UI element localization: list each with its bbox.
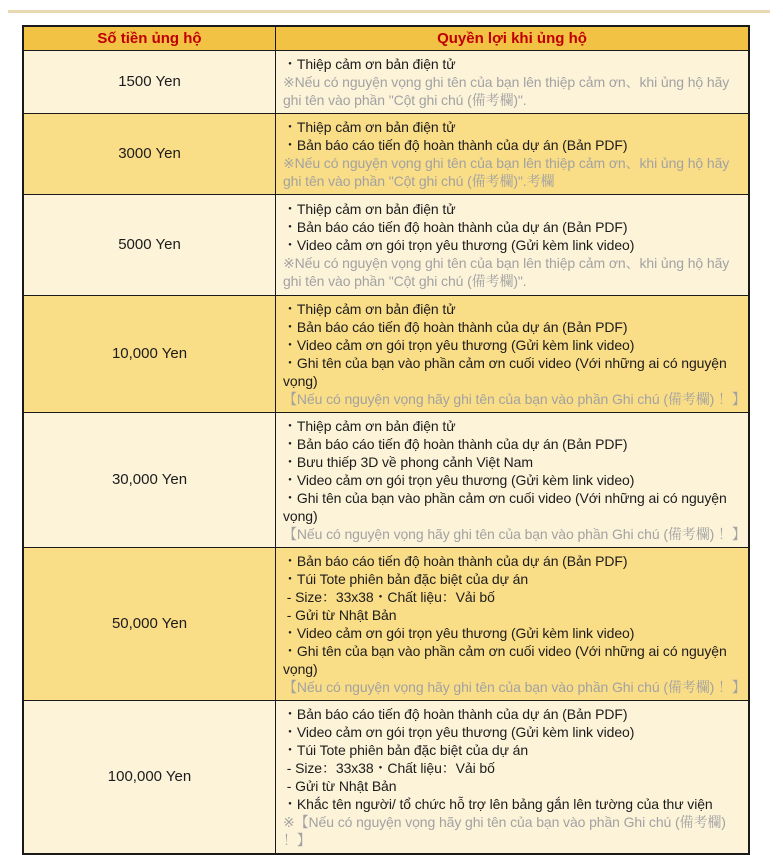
benefit-line: ・Thiệp cảm ơn bản điện tử [283,417,456,434]
donation-amount: 3000 Yen [23,113,276,194]
benefit-line: ・Bản báo cáo tiến độ hoàn thành của dự án (Bản PDF) [283,705,628,722]
note-line: 【Nếu có nguyện vọng hãy ghi tên của bạn vào phần Ghi chú (備考欄) ！】 [283,390,746,407]
benefit-line: - Gửi từ Nhật Bản [283,777,397,794]
benefit-line: - Size：33x38・Chất liệu：Vải bố [283,759,495,776]
benefit-line: ・Thiệp cảm ơn bản điện tử [283,55,456,72]
benefit-line: ・Túi Tote phiên bản đặc biệt của dự án [283,741,529,758]
top-divider [8,10,770,13]
benefit-line: ・Video cảm ơn gói trọn yêu thương (Gửi kèm link video) [283,723,635,740]
donation-amount: 10,000 Yen [23,295,276,412]
benefits-cell [276,194,750,295]
header-benefits: Quyền lợi khi ủng hộ [276,26,750,50]
benefit-line: ・Bản báo cáo tiến độ hoàn thành của dự án (Bản PDF) [283,318,628,335]
benefit-line: - Size：33x38・Chất liệu：Vải bố [283,588,495,605]
benefit-line: ・Bản báo cáo tiến độ hoàn thành của dự án (Bản PDF) [283,136,628,153]
benefits-cell [276,700,750,854]
benefit-line: ・Video cảm ơn gói trọn yêu thương (Gửi kèm link video) [283,336,635,353]
header-row [23,26,749,50]
benefit-line: ・Ghi tên của bạn vào phần cảm ơn cuối video (Với những ai có nguyện vọng) [283,642,731,677]
note-line: ※Nếu có nguyện vọng ghi tên của bạn lên thiệp cảm ơn、khi ủng hộ hãy ghi tên vào phần "Cột ghi chú (備考欄)". [283,254,733,289]
benefit-line: ・Thiệp cảm ơn bản điện tử [283,200,456,217]
table-row [23,547,749,700]
benefits-cell [276,412,750,547]
benefit-line: ・Thiệp cảm ơn bản điện tử [283,118,456,135]
table-row [23,113,749,194]
donation-amount: 1500 Yen [23,50,276,113]
note-line: 【Nếu có nguyện vọng hãy ghi tên của bạn vào phần Ghi chú (備考欄) ！】 [283,678,746,695]
donation-amount: 100,000 Yen [23,700,276,854]
benefit-line: ・Ghi tên của bạn vào phần cảm ơn cuối video (Với những ai có nguyện vọng) [283,354,731,389]
donation-amount: 30,000 Yen [23,412,276,547]
benefit-line: ・Video cảm ơn gói trọn yêu thương (Gửi kèm link video) [283,471,635,488]
benefit-line: ・Bản báo cáo tiến độ hoàn thành của dự án (Bản PDF) [283,435,628,452]
benefit-line: ・Thiệp cảm ơn bản điện tử [283,300,456,317]
benefit-line: ・Bản báo cáo tiến độ hoàn thành của dự án (Bản PDF) [283,552,628,569]
benefits-cell [276,547,750,700]
table-row [23,700,749,854]
benefit-line: ・Video cảm ơn gói trọn yêu thương (Gửi kèm link video) [283,624,635,641]
benefit-line: ・Bản báo cáo tiến độ hoàn thành của dự án (Bản PDF) [283,218,628,235]
benefit-line: ・Túi Tote phiên bản đặc biệt của dự án [283,570,529,587]
header-amount: Số tiền ủng hộ [23,26,276,50]
note-line: ※【Nếu có nguyện vọng hãy ghi tên của bạn vào phần Ghi chú (備考欄) ！】 [283,813,730,848]
table-row [23,412,749,547]
benefit-line: ・Ghi tên của bạn vào phần cảm ơn cuối video (Với những ai có nguyện vọng) [283,489,731,524]
benefit-line: ・Bưu thiếp 3D về phong cảnh Việt Nam [283,453,533,470]
table-row [23,194,749,295]
donation-amount: 5000 Yen [23,194,276,295]
table-row [23,50,749,113]
donation-amount: 50,000 Yen [23,547,276,700]
note-line: ※Nếu có nguyện vọng ghi tên của bạn lên thiệp cảm ơn、khi ủng hộ hãy ghi tên vào phần "Cột ghi chú (備考欄)". [283,73,733,108]
benefits-cell [276,50,750,113]
note-line: 【Nếu có nguyện vọng hãy ghi tên của bạn vào phần Ghi chú (備考欄) ！】 [283,525,746,542]
note-line: ※Nếu có nguyện vọng ghi tên của bạn lên thiệp cảm ơn、khi ủng hộ hãy ghi tên vào phần "Cột ghi chú (備考欄)".考欄 [283,154,733,189]
benefits-cell [276,113,750,194]
table-row [23,295,749,412]
benefit-line: - Gửi từ Nhật Bản [283,606,397,623]
donation-rewards-table [22,25,750,855]
benefit-line: ・Khắc tên người/ tổ chức hỗ trợ lên bảng gắn lên tường của thư viện [283,795,713,812]
benefits-cell [276,295,750,412]
benefit-line: ・Video cảm ơn gói trọn yêu thương (Gửi kèm link video) [283,236,635,253]
